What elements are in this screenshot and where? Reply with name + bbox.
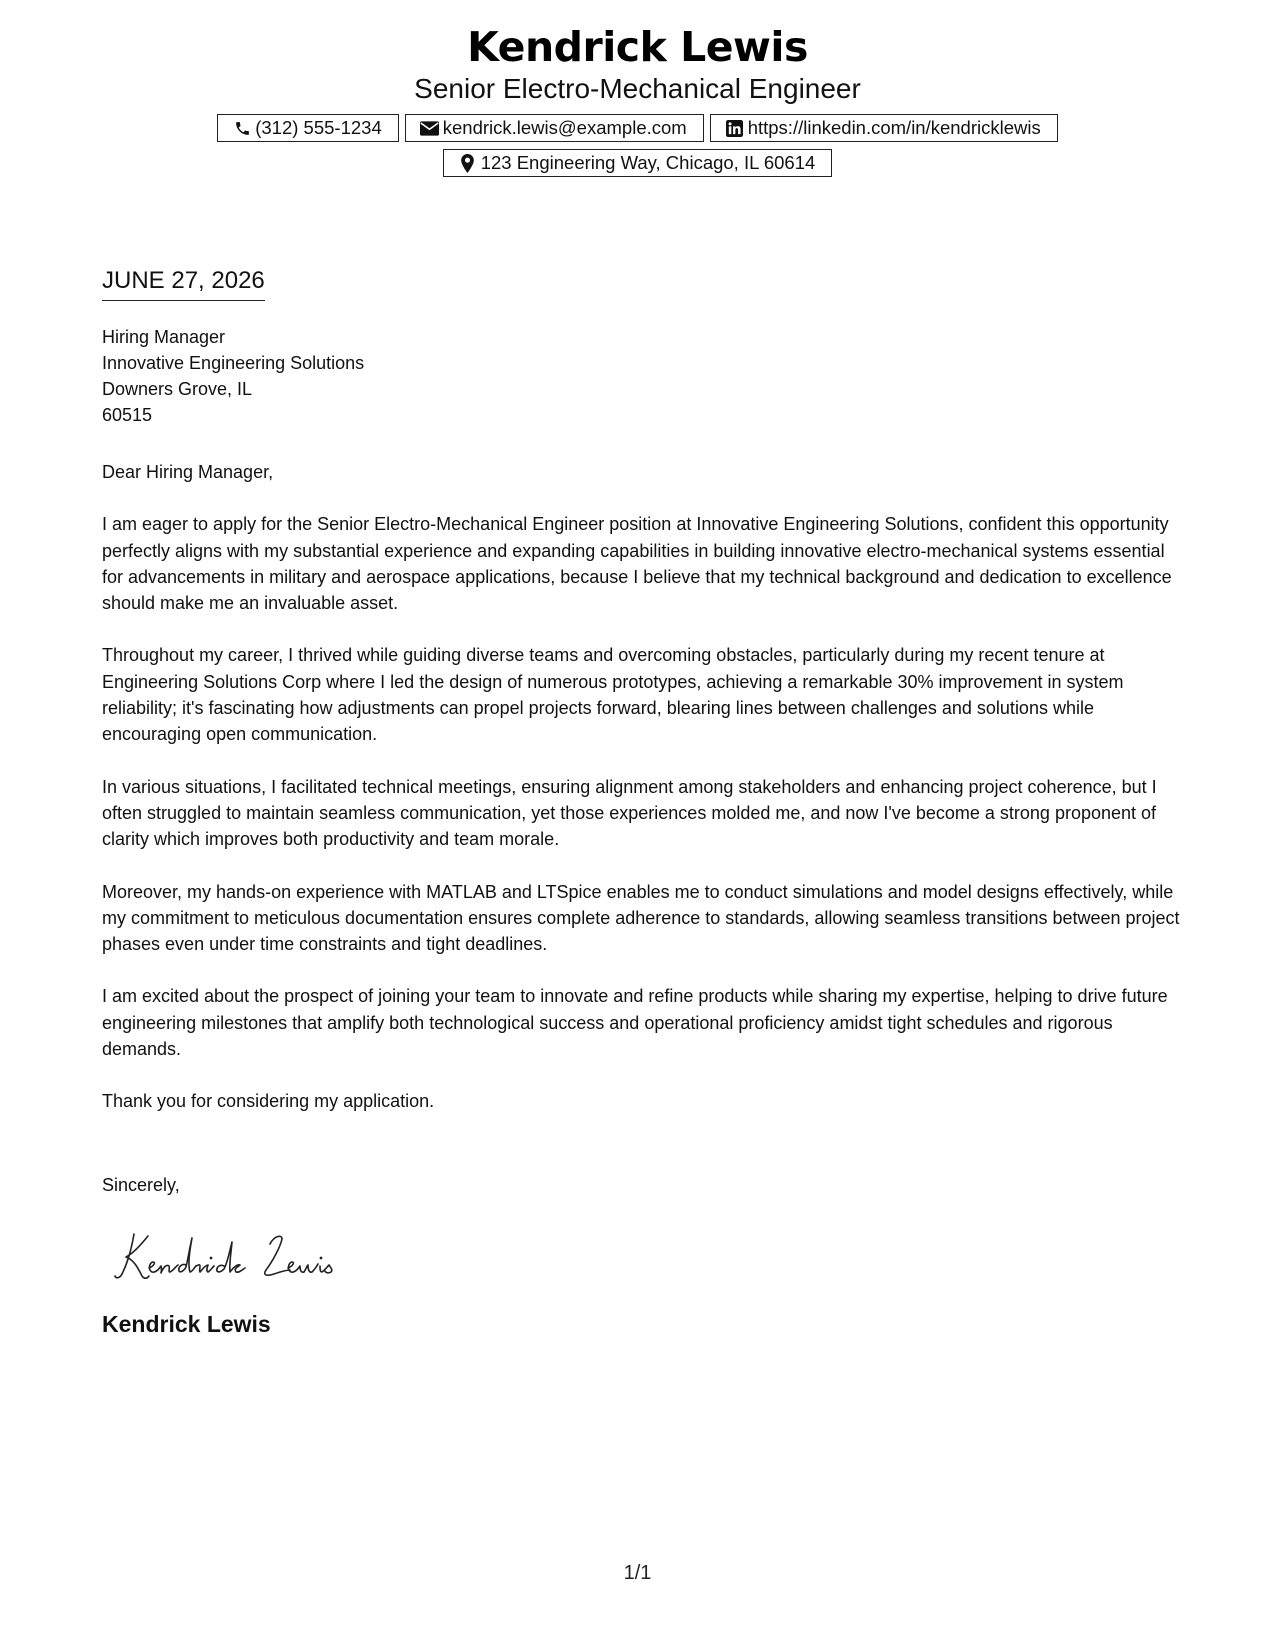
phone-contact[interactable] xyxy=(217,114,399,142)
handwritten-signature xyxy=(112,1224,352,1289)
envelope-icon xyxy=(420,119,440,137)
contact-row-address xyxy=(0,149,1275,177)
greeting: Dear Hiring Manager, xyxy=(102,462,274,482)
letter-body xyxy=(102,459,1182,1141)
linkedin-icon xyxy=(725,119,745,137)
map-marker-icon xyxy=(458,154,478,172)
linkedin-contact[interactable] xyxy=(710,114,1058,142)
closing: Sincerely, xyxy=(102,1175,180,1195)
body-paragraph: Thank you for considering my application. xyxy=(102,1091,435,1112)
body-paragraph: I am excited about the prospect of joining your team to innovate and refine products while sharing my expertise, helping to drive future engineering milestones that amplify both technological success and operational proficiency amidst tight schedules and rigorous demands. xyxy=(102,986,1168,1060)
recipient-line: Innovative Engineering Solutions xyxy=(102,353,365,373)
page-number: 1/1 xyxy=(623,1562,652,1584)
linkedin-text: https://linkedin.com/in/kendricklewis xyxy=(747,117,1041,138)
phone-text: (312) 555-1234 xyxy=(255,117,382,138)
letter-date: JUNE 27, 2026 xyxy=(102,266,265,301)
body-paragraph: In various situations, I facilitated technical meetings, ensuring alignment among stakeholders and enhancing project coherence, but I often struggled to maintain seamless communication, yet those experiences molded me, and now I've become a strong proponent of clarity which improves both productivity and team morale. xyxy=(102,776,1157,850)
body-paragraph: Throughout my career, I thrived while guiding diverse teams and overcoming obstacles, particularly during my recent tenure at Engineering Solutions Corp where I led the design of numerous prototypes, achieving a remarkable 30% improvement in system reliability; it's fascinating how adjustments can propel projects forward, blearing lines between challenges and solutions while encouraging open communication. xyxy=(102,645,1124,745)
body-paragraph: I am eager to apply for the Senior Electro-Mechanical Engineer position at Innovative Engineering Solutions, confident this opportunity perfectly aligns with my substantial experience and expanding capabilities in building innovative electro-mechanical systems essential for advancements in military and aerospace applications, because I believe that my technical background and dedication to excellence should make me an invaluable asset. xyxy=(102,514,1172,614)
address-contact[interactable] xyxy=(443,149,833,177)
candidate-title: Senior Electro-Mechanical Engineer xyxy=(414,73,861,104)
address-text: 123 Engineering Way, Chicago, IL 60614 xyxy=(480,152,816,173)
recipient-line: Downers Grove, IL xyxy=(102,379,253,399)
body-paragraph: Moreover, my hands-on experience with MATLAB and LTSpice enables me to conduct simulations and model designs effectively, while my commitment to meticulous documentation ensures complete adherence to standards, allowing seamless transitions between project phases even under time constraints and tight deadlines. xyxy=(102,881,1180,955)
email-text: kendrick.lewis@example.com xyxy=(442,117,687,138)
recipient-line: 60515 xyxy=(102,405,153,425)
recipient-line: Hiring Manager xyxy=(102,327,226,347)
email-contact[interactable] xyxy=(405,114,704,142)
phone-icon xyxy=(232,119,252,137)
candidate-name: Kendrick Lewis xyxy=(467,23,808,71)
signer-name: Kendrick Lewis xyxy=(102,1311,271,1337)
recipient-block xyxy=(102,324,364,428)
letter-header xyxy=(0,20,1275,177)
contact-row xyxy=(0,114,1275,142)
